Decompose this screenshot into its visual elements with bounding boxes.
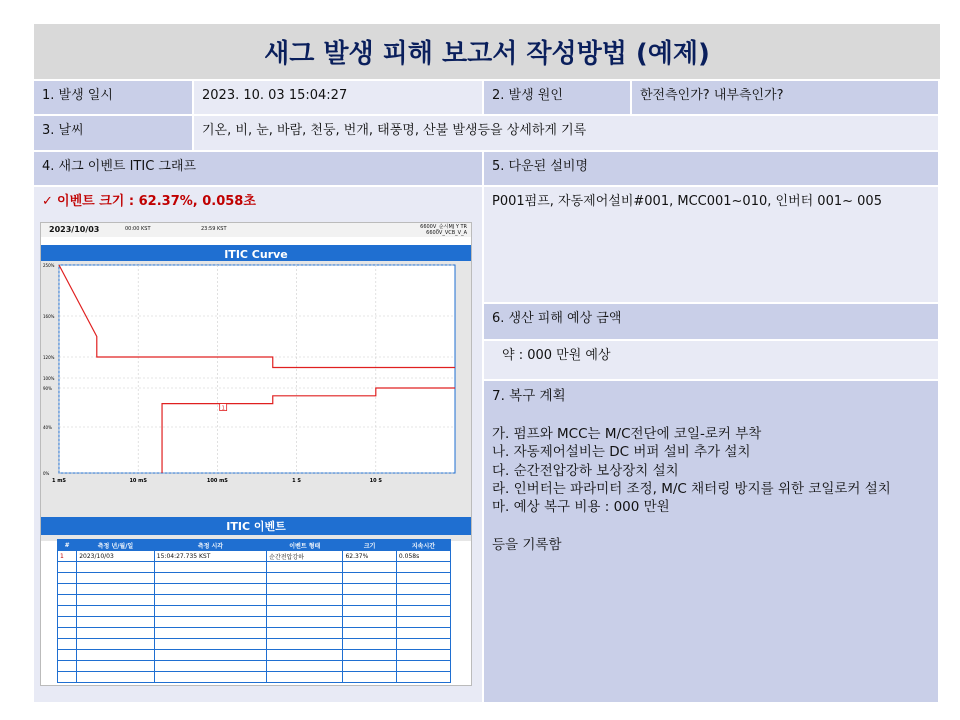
table-header: 이벤트 형태 [267,540,343,551]
recovery-plan [484,381,940,704]
damage-value: 약 : 000 만원 예상 [484,341,940,381]
y-tick-label: 160% [43,314,55,319]
itic-channel-1: 6600V_순시MJ Y TR [420,224,467,230]
down-equipment-value: P001펌프, 자동제어설비#001, MCC001~010, 인버터 001~ 005 [484,187,940,304]
table-cell [396,628,450,639]
table-header: 측정 년/월/일 [77,540,155,551]
table-cell [58,672,77,683]
itic-curve-title: ITIC Curve [41,245,471,263]
occurrence-date-value: 2023. 10. 03 15:04:27 [194,81,484,116]
table-cell [58,617,77,628]
cause-label: 2. 발생 원인 [484,81,632,116]
itic-header-strip [41,223,471,237]
table-cell [396,672,450,683]
table-header: 크기 [343,540,396,551]
table-row [58,573,451,584]
table-cell [343,562,396,573]
y-tick-label: 120% [43,355,55,360]
x-tick-label: 10 S [369,478,382,484]
event-size: 이벤트 크기 : 62.37%, 0.058초 [57,194,256,209]
table-cell [267,606,343,617]
table-cell [343,650,396,661]
itic-date: 2023/10/03 [49,225,100,234]
table-cell [267,573,343,584]
table-cell [267,617,343,628]
table-header: 측정 시각 [154,540,266,551]
itic-graph-label: 4. 새그 이벤트 ITIC 그래프 [34,152,484,187]
table-cell [343,672,396,683]
table-cell [58,639,77,650]
table-cell [343,606,396,617]
table-cell [396,606,450,617]
recovery-item: 다. 순간전압강하 보상장치 설치 [492,462,679,479]
x-tick-label: 1 mS [51,478,67,484]
damage-label: 6. 생산 피해 예상 금액 [484,304,940,341]
weather-value: 기온, 비, 눈, 바람, 천둥, 번개, 태풍명, 산불 발생등을 상세하게 기록 [194,116,940,152]
table-cell [396,661,450,672]
table-cell [154,650,266,661]
table-cell [267,639,343,650]
table-cell [154,573,266,584]
table-cell [77,661,155,672]
table-cell [77,628,155,639]
recovery-item: 나. 자동제어설비는 DC 버퍼 설비 추가 설치 [492,444,751,461]
table-cell [396,639,450,650]
recovery-item: 마. 예상 복구 비용 : 000 만원 [492,499,670,516]
table-cell [77,595,155,606]
table-cell: 62.37% [343,551,396,562]
table-cell [154,639,266,650]
table-cell [396,573,450,584]
table-cell [154,595,266,606]
table-cell [58,573,77,584]
table-cell [77,562,155,573]
table-header: 지속시간 [396,540,450,551]
table-cell [77,650,155,661]
table-cell [58,606,77,617]
plot-area [59,265,455,473]
x-tick-label: 10 mS [129,478,147,484]
event-marker-label: 1 [221,405,225,412]
y-tick-label: 90% [43,386,52,391]
table-row [58,672,451,683]
y-tick-label: 100% [43,376,55,381]
table-cell [154,628,266,639]
check-icon: ✓ [42,194,53,209]
table-row [58,617,451,628]
table-cell [77,639,155,650]
table-cell [396,650,450,661]
table-cell [267,628,343,639]
table-cell [77,584,155,595]
table-cell [154,606,266,617]
table-cell [343,584,396,595]
table-cell: 1 [58,551,77,562]
table-cell [343,628,396,639]
down-equipment-label: 5. 다운된 설비명 [484,152,940,187]
recovery-items [492,425,930,516]
table-cell: 2023/10/03 [77,551,155,562]
cause-value: 한전측인가? 내부측인가? [632,81,940,116]
table-cell [58,562,77,573]
table-cell [77,672,155,683]
table-cell [267,650,343,661]
table-cell [77,617,155,628]
x-tick-label: 1 S [292,478,302,484]
y-tick-label: 250% [43,263,55,268]
table-cell [267,595,343,606]
table-cell [343,617,396,628]
x-tick-label: 100 mS [206,478,228,484]
table-cell [77,606,155,617]
table-cell [343,639,396,650]
table-row [58,595,451,606]
itic-end-time: 23:59 KST [201,226,227,232]
itic-plot [41,261,471,541]
table-row [58,628,451,639]
table-row [58,551,451,562]
table-cell: 15:04:27.735 KST [154,551,266,562]
table-cell [396,617,450,628]
table-row [58,584,451,595]
table-cell [267,562,343,573]
itic-start-time: 00:00 KST [125,226,151,232]
table-cell [58,661,77,672]
table-cell [396,595,450,606]
table-cell [267,584,343,595]
weather-label: 3. 날씨 [34,116,194,152]
table-cell [77,573,155,584]
table-cell: 순간전압강하 [267,551,343,562]
table-cell [396,562,450,573]
recovery-label: 7. 복구 계획 [492,388,566,404]
table-cell [58,595,77,606]
y-tick-label: 0% [43,471,50,476]
table-row [58,650,451,661]
table-cell: 0.058s [396,551,450,562]
table-cell [58,628,77,639]
table-cell [58,584,77,595]
page-title: 새그 발생 피해 보고서 작성방법 (예제) [34,24,940,79]
itic-screenshot [40,222,472,686]
itic-chart [41,261,471,541]
table-cell [154,584,266,595]
table-cell [267,672,343,683]
table-cell [154,617,266,628]
itic-event-title: ITIC 이벤트 [41,517,471,535]
table-cell [396,584,450,595]
table-row [58,562,451,573]
table-cell [154,672,266,683]
table-row [58,639,451,650]
table-cell [267,661,343,672]
slide [34,24,940,704]
table-cell [154,562,266,573]
recovery-item: 가. 펌프와 MCC는 M/C전단에 코일-로커 부착 [492,426,762,443]
itic-channel-2: 6600V_VCB_V_A [426,230,467,236]
table-cell [343,661,396,672]
y-tick-label: 40% [43,425,52,430]
table-header: # [58,540,77,551]
recovery-footer: 등을 기록함 [492,537,562,554]
table-row [58,661,451,672]
table-row [58,606,451,617]
table-cell [58,650,77,661]
table-cell [154,661,266,672]
recovery-item: 라. 인버터는 파라미터 조정, M/C 채터링 방지를 위한 코일로커 설치 [492,480,891,497]
occurrence-date-label: 1. 발생 일시 [34,81,194,116]
itic-event-table [57,539,451,683]
table-cell [343,595,396,606]
table-cell [343,573,396,584]
